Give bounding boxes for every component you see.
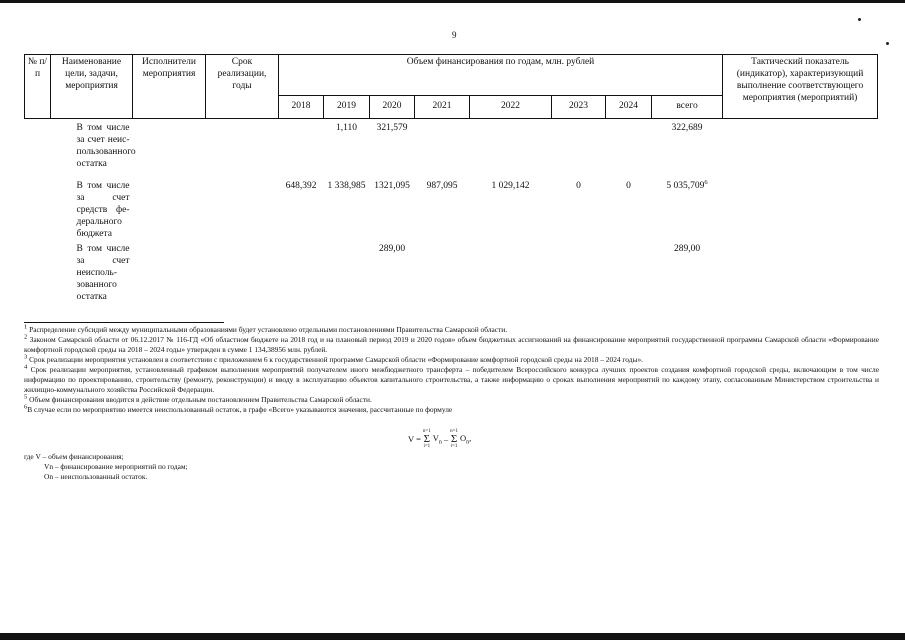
cell-description: В том числе за счет неисполь-зованного остатка xyxy=(76,244,130,302)
cell-value-2024 xyxy=(606,240,652,303)
header-year: 2022 xyxy=(470,96,552,119)
cell-value-2024 xyxy=(606,119,652,178)
cell-value-2023 xyxy=(552,240,606,303)
cell-executors xyxy=(133,119,206,178)
cell-value-2022: 1 029,142 xyxy=(491,181,530,191)
cell-value-2021 xyxy=(415,119,470,178)
footnote: $^3$ Срок реализации мероприятия установлен в соответствии с приложением 6 к государственной программе Самарской области «Формирование комфортной городской среды на 2018 – 2024 годы». xyxy=(24,353,644,364)
header-indicator: Тактический показатель (индикатор), характеризующий выполнение соответствующего мероприятия (мероприятий) xyxy=(723,55,878,119)
header-year: 2021 xyxy=(415,96,470,119)
cell-executors xyxy=(133,240,206,303)
cell-value-2022 xyxy=(470,119,552,178)
formula-term-o: $O_n$, xyxy=(459,432,472,446)
header-year: 2023 xyxy=(552,96,606,119)
cell-number xyxy=(25,177,51,240)
header-number: № п/п xyxy=(25,55,51,119)
cell-description: В том числе за счет средств фе-дерального бюджета xyxy=(76,181,130,239)
scan-speck xyxy=(858,18,861,21)
header-total: всего xyxy=(652,96,723,119)
cell-value-2019: 1,110 xyxy=(335,123,358,133)
cell-value-2023: 0 xyxy=(576,181,581,191)
formula-term-v: $V_n$ xyxy=(432,432,442,446)
cell-value-2020: 321,579 xyxy=(376,123,408,133)
header-name: Наименование цели, задачи, мероприятия xyxy=(51,55,133,119)
cell-value-2021: 987,095 xyxy=(426,181,458,191)
scan-bottom-edge xyxy=(0,633,905,640)
formula-lhs: V = xyxy=(408,434,421,444)
formula-legend xyxy=(24,452,188,482)
scan-speck xyxy=(886,42,889,45)
cell-indicator xyxy=(723,177,878,240)
footnotes xyxy=(24,325,879,415)
cell-value-2019 xyxy=(324,240,370,303)
cell-value-2018: 648,392 xyxy=(285,181,317,191)
legend-line: Vn – финансирование мероприятий по годам; xyxy=(44,462,188,471)
cell-term xyxy=(206,240,279,303)
cell-number xyxy=(25,119,51,178)
cell-value-total: 322,689 xyxy=(671,123,703,133)
total-formula xyxy=(408,429,471,449)
page-number: 9 xyxy=(452,30,457,40)
cell-value-2018 xyxy=(279,119,324,178)
cell-value-2022 xyxy=(470,240,552,303)
cell-value-2021 xyxy=(415,240,470,303)
cell-number xyxy=(25,240,51,303)
footnote: $^4$ Срок реализации мероприятия, установленный графиком выполнения мероприятий получателем иного межбюджетного трансферта – победителем Всероссийского конкурса лучших проектов создания комфортной городской среды, включающим в том числе информацию по проектированию, строительству (ремонту, реконструкции) и вводу в эксплуатацию объектов капитального строительства, а также информацию о сроках выполнения мероприятий по каждому этапу, согласованным Министерством строительства и жилищно-коммунального хозяйства Российской Федерации. xyxy=(24,363,879,394)
cell-value-2018 xyxy=(279,240,324,303)
cell-indicator xyxy=(723,240,878,303)
footnote-separator xyxy=(24,322,224,323)
header-executors: Исполнители мероприятия xyxy=(133,55,206,119)
formula-minus: – xyxy=(443,434,449,444)
financing-table xyxy=(24,54,878,304)
header-year: 2019 xyxy=(324,96,370,119)
footnote: $^1$ Распределение субсидий между муниципальными образованиями будет установлено отдельными постановлениями Правительства Самарской области. xyxy=(24,323,508,334)
legend-line: On – неиспользованный остаток. xyxy=(44,472,148,481)
cell-term xyxy=(206,119,279,178)
header-funding: Объем финансирования по годам, млн. рублей xyxy=(279,55,723,96)
cell-indicator xyxy=(723,119,878,178)
cell-description: В том числе за счет неис-пользованного остатка xyxy=(76,123,136,169)
header-year: 2018 xyxy=(279,96,324,119)
cell-value-2024: 0 xyxy=(626,181,631,191)
header-year: 2020 xyxy=(370,96,415,119)
cell-value-total: 289,00 xyxy=(673,244,701,255)
cell-value-2019: 1 338,985 xyxy=(327,181,366,191)
scan-top-edge xyxy=(0,0,905,3)
table-row xyxy=(25,119,878,178)
table-row xyxy=(25,240,878,303)
legend-intro: где V – объем финансирования; xyxy=(24,452,124,461)
cell-value-2020: 289,00 xyxy=(378,244,406,255)
cell-executors xyxy=(133,177,206,240)
cell-value-total: 5 035,709$^6$ xyxy=(666,178,708,191)
table-row xyxy=(25,177,878,240)
header-year: 2024 xyxy=(606,96,652,119)
sum-symbol-icon: n=1 Σ i=1 xyxy=(422,429,431,449)
header-term: Срок реализации, годы xyxy=(206,55,279,119)
footnote: $^5$ Объем финансирования вводится в действие отдельным постановлением Правительства Самарской области. xyxy=(24,393,372,404)
cell-term xyxy=(206,177,279,240)
cell-value-2020: 1321,095 xyxy=(374,181,410,191)
footnote: $^2$ Законом Самарской области от 06.12.2017 № 116-ГД «Об областном бюджете на 2018 год и на плановый период 2019 и 2020 годов» объем бюджетных ассигнований на финансирование мероприятий государственной программы Самарской области «Формирование комфортной городской среды на 2018 – 2024 годы» утвержден в сумме 1 134,38956 млн. рублей. xyxy=(24,333,879,354)
sum-symbol-icon: n=1 Σ i=1 xyxy=(450,429,458,449)
cell-value-2023 xyxy=(552,119,606,178)
footnote: $^6$В случае если по мероприятию имеется неиспользованный остаток, в графе «Всего» указываются значения, рассчитанные по формуле xyxy=(24,403,453,414)
